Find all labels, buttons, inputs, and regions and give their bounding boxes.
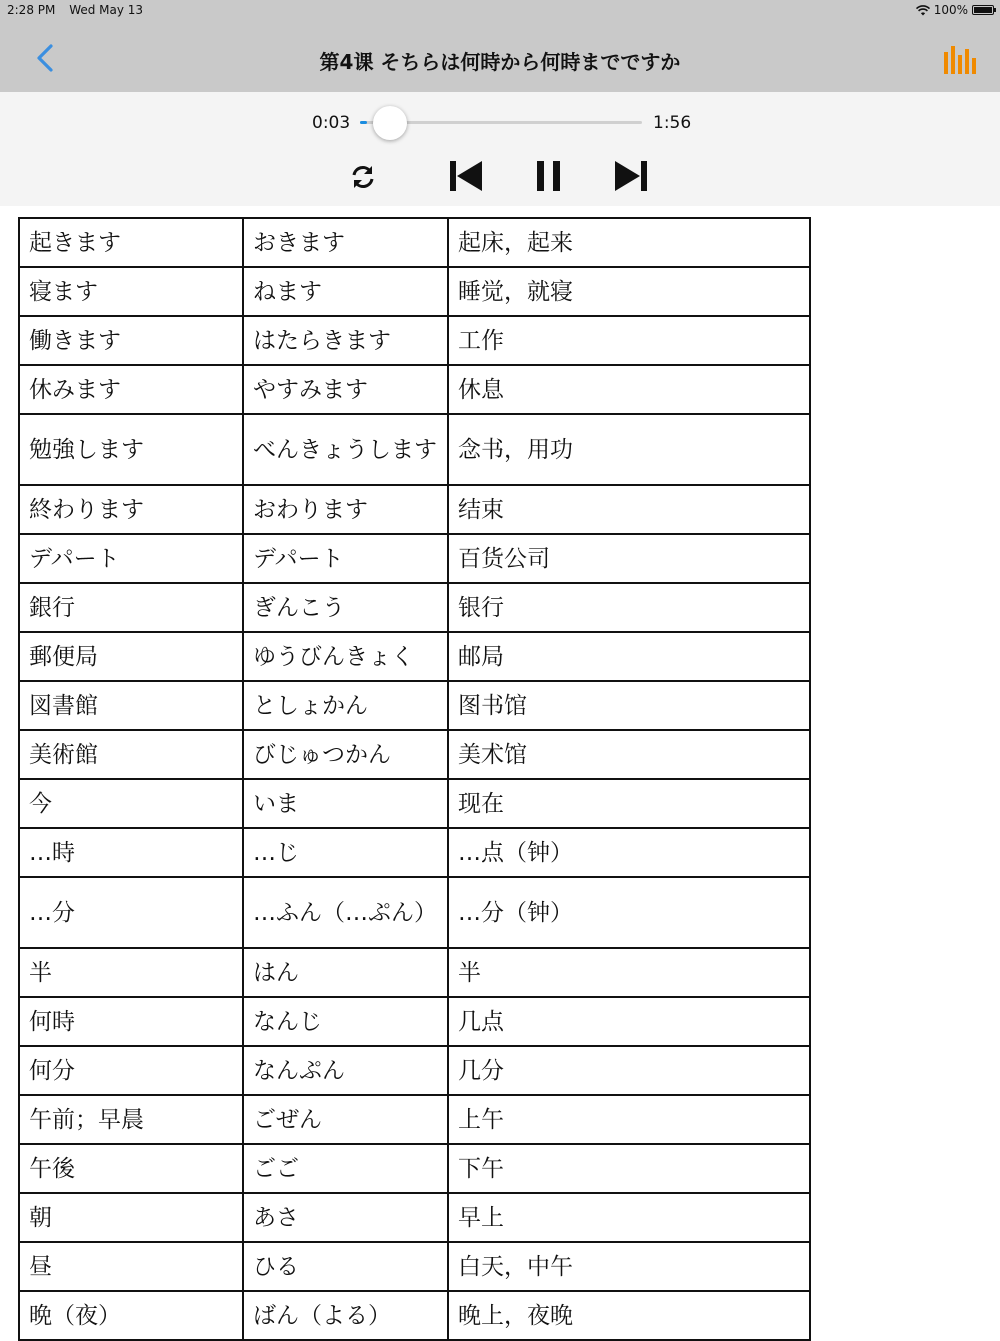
vocab-reading: ごご: [243, 1144, 448, 1193]
vocab-meaning: 图书馆: [448, 681, 810, 730]
vocab-word: 勉強します: [19, 414, 243, 485]
vocab-table: [18, 217, 811, 1341]
table-row: [19, 1046, 810, 1095]
vocab-word: 美術館: [19, 730, 243, 779]
nav-bar: [0, 20, 1000, 92]
vocab-meaning: 半: [448, 948, 810, 997]
vocab-word: 終わります: [19, 485, 243, 534]
progress-fill: [360, 121, 367, 124]
vocab-meaning: 百货公司: [448, 534, 810, 583]
table-row: [19, 1291, 810, 1340]
table-row: [19, 365, 810, 414]
table-row: [19, 485, 810, 534]
vocab-meaning: 现在: [448, 779, 810, 828]
vocab-meaning: 几分: [448, 1046, 810, 1095]
vocab-reading: なんじ: [243, 997, 448, 1046]
table-row: [19, 267, 810, 316]
progress-thumb[interactable]: [373, 106, 407, 140]
vocab-meaning: 美术馆: [448, 730, 810, 779]
vocab-word: 起きます: [19, 218, 243, 267]
vocab-reading: ばん（よる）: [243, 1291, 448, 1340]
vocab-meaning: 上午: [448, 1095, 810, 1144]
table-row: [19, 316, 810, 365]
vocab-word: 朝: [19, 1193, 243, 1242]
status-date: Wed May 13: [69, 3, 144, 17]
vocab-word: 図書館: [19, 681, 243, 730]
wifi-icon: [916, 5, 930, 16]
vocab-reading: ごぜん: [243, 1095, 448, 1144]
battery-icon: [972, 5, 994, 15]
table-row: [19, 948, 810, 997]
vocab-meaning: …点（钟）: [448, 828, 810, 877]
vocab-word: 働きます: [19, 316, 243, 365]
skip-next-icon[interactable]: [614, 160, 648, 192]
status-time: 2:28 PM: [7, 3, 56, 17]
table-row: [19, 997, 810, 1046]
table-row: [19, 534, 810, 583]
vocab-word: 午後: [19, 1144, 243, 1193]
vocab-word: …時: [19, 828, 243, 877]
vocab-meaning: 白天，中午: [448, 1242, 810, 1291]
repeat-icon[interactable]: [350, 164, 376, 190]
vocab-reading: …じ: [243, 828, 448, 877]
vocab-reading: はん: [243, 948, 448, 997]
vocab-reading: ねます: [243, 267, 448, 316]
battery-percent: 100%: [933, 3, 968, 17]
table-row: [19, 1144, 810, 1193]
vocab-reading: ぎんこう: [243, 583, 448, 632]
table-row: [19, 779, 810, 828]
vocab-reading: おきます: [243, 218, 448, 267]
vocab-meaning: 休息: [448, 365, 810, 414]
vocab-reading: べんきょうします: [243, 414, 448, 485]
vocab-meaning: 睡觉，就寝: [448, 267, 810, 316]
vocab-word: 今: [19, 779, 243, 828]
vocab-meaning: 晚上，夜晚: [448, 1291, 810, 1340]
vocab-reading: やすみます: [243, 365, 448, 414]
table-row: [19, 1242, 810, 1291]
vocab-reading: なんぷん: [243, 1046, 448, 1095]
pause-icon[interactable]: [536, 160, 562, 192]
progress-slider[interactable]: [360, 121, 642, 124]
table-row: [19, 730, 810, 779]
vocab-word: 晩（夜）: [19, 1291, 243, 1340]
vocab-reading: びじゅつかん: [243, 730, 448, 779]
status-left: [7, 3, 153, 17]
vocab-word: …分: [19, 877, 243, 948]
vocab-meaning: 邮局: [448, 632, 810, 681]
vocab-meaning: 工作: [448, 316, 810, 365]
vocab-meaning: 下午: [448, 1144, 810, 1193]
table-row: [19, 1193, 810, 1242]
bars-icon[interactable]: [942, 46, 976, 74]
duration-time: 1:56: [653, 113, 692, 133]
page-title: 第4课 そちらは何時から何時までですか: [319, 50, 681, 74]
vocab-meaning: 起床，起来: [448, 218, 810, 267]
vocab-reading: ゆうびんきょく: [243, 632, 448, 681]
vocab-reading: ひる: [243, 1242, 448, 1291]
vocab-word: 何時: [19, 997, 243, 1046]
vocab-meaning: 念书，用功: [448, 414, 810, 485]
table-row: [19, 414, 810, 485]
vocab-word: 午前；早晨: [19, 1095, 243, 1144]
vocab-reading: あさ: [243, 1193, 448, 1242]
vocab-word: 何分: [19, 1046, 243, 1095]
vocab-word: 寝ます: [19, 267, 243, 316]
vocab-word: 半: [19, 948, 243, 997]
audio-player: [0, 92, 1000, 206]
status-right: [916, 3, 994, 17]
table-row: [19, 583, 810, 632]
vocab-word: デパート: [19, 534, 243, 583]
skip-previous-icon[interactable]: [449, 160, 483, 192]
current-time: 0:03: [312, 113, 351, 133]
vocab-meaning: 几点: [448, 997, 810, 1046]
vocab-reading: いま: [243, 779, 448, 828]
status-bar: [0, 0, 1000, 20]
vocab-meaning: 早上: [448, 1193, 810, 1242]
table-row: [19, 828, 810, 877]
vocab-reading: おわります: [243, 485, 448, 534]
table-row: [19, 681, 810, 730]
vocab-reading: デパート: [243, 534, 448, 583]
vocab-word: 銀行: [19, 583, 243, 632]
vocab-word: 郵便局: [19, 632, 243, 681]
vocab-reading: …ふん（…ぷん）: [243, 877, 448, 948]
vocab-word: 休みます: [19, 365, 243, 414]
vocab-meaning: 结束: [448, 485, 810, 534]
vocab-meaning: 银行: [448, 583, 810, 632]
table-row: [19, 1095, 810, 1144]
vocab-reading: としょかん: [243, 681, 448, 730]
vocab-word: 昼: [19, 1242, 243, 1291]
vocab-table-body: [19, 218, 810, 1340]
table-row: [19, 632, 810, 681]
vocab-meaning: …分（钟）: [448, 877, 810, 948]
table-row: [19, 218, 810, 267]
vocab-reading: はたらきます: [243, 316, 448, 365]
table-row: [19, 877, 810, 948]
